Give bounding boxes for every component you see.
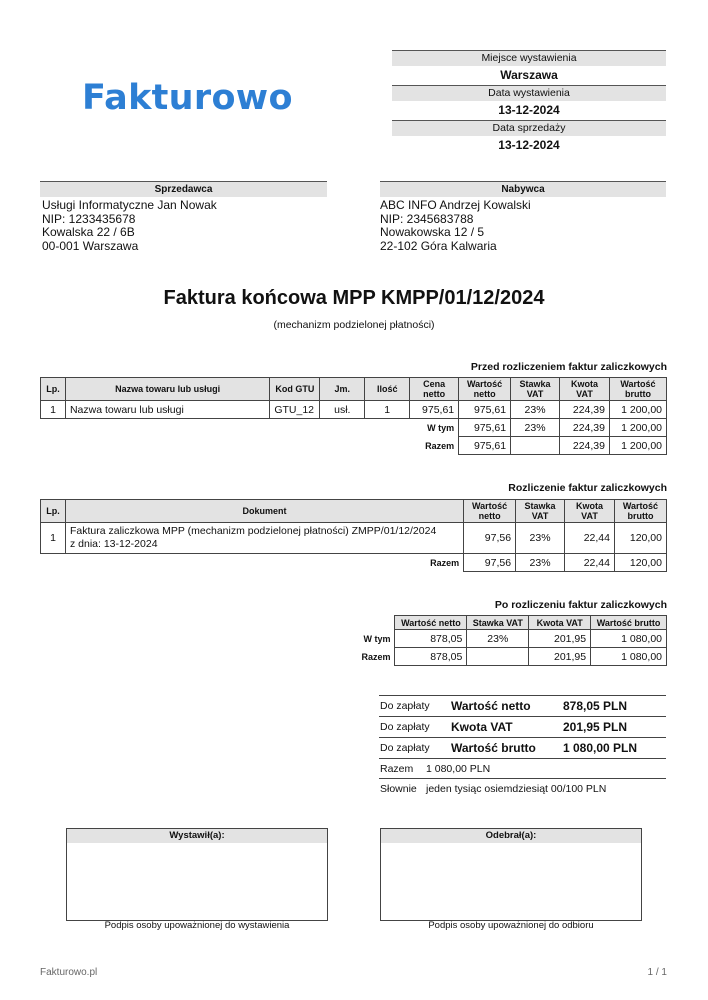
cell-vat: 224,39 [560,437,610,455]
section-title-after: Po rozliczeniu faktur zaliczkowych [494,599,667,611]
buyer-block [380,181,666,253]
cell-vat-rate: 23% [516,523,565,554]
after-table [355,615,667,666]
receiver-signature-caption: Podpis osoby upoważnionej do odbioru [428,920,594,931]
col-header: Wartość brutto [614,500,666,523]
cell-name: Nazwa towaru lub usługi [65,401,269,419]
cell-gross: 1 200,00 [609,437,666,455]
cell-lp: 1 [41,401,66,419]
summary-brutto-row [379,737,666,758]
issue-place: Warszawa [500,68,558,82]
col-header: Wartość brutto [591,616,667,630]
issue-date-label: Data wystawienia [392,85,666,101]
col-header: Kwota VAT [560,378,610,401]
cell-net: 975,61 [459,437,511,455]
summary-netto-row [379,695,666,716]
col-header: Stawka VAT [516,500,565,523]
receiver-signature-label: Odebrał(a): [381,829,641,843]
col-header: Ilość [365,378,410,401]
col-header: Nazwa towaru lub usługi [65,378,269,401]
cell-vat-rate: 23% [511,419,560,437]
cell-vat-rate: 23% [467,630,529,648]
cell-qty: 1 [365,401,410,419]
cell-net: 878,05 [395,648,467,666]
col-header: Wartość netto [459,378,511,401]
col-header: Jm. [320,378,365,401]
summary-vat-row [379,716,666,737]
issue-place-label: Miejsce wystawienia [392,50,666,66]
brutto-label: Wartość brutto [451,741,536,755]
pay-label: Do zapłaty [380,700,430,712]
vat-amount: 201,95 PLN [563,720,628,734]
cell-vat: 201,95 [529,648,591,666]
seller-label: Sprzedawca [40,181,327,197]
cell-gross: 1 200,00 [609,419,666,437]
cell-vat-rate: 23% [516,554,565,572]
cell-gross: 1 080,00 [591,648,667,666]
col-header: Kod GTU [270,378,320,401]
cell-document [65,523,463,554]
netto-label: Wartość netto [451,699,531,713]
razem-amount: 1 080,00 PLN [426,763,491,775]
col-header: Wartość netto [464,500,516,523]
buyer-line: ABC INFO Andrzej Kowalski [380,198,531,212]
col-header: Kwota VAT [529,616,591,630]
document-date: z dnia: 13-12-2024 [69,538,158,550]
company-logo: Fakturowo [82,78,293,118]
issue-info-box [392,50,666,155]
cell-vat: 22,44 [565,523,615,554]
wtym-row [355,630,667,648]
summary-razem-row [379,758,666,779]
col-header: Stawka VAT [511,378,560,401]
razem-row [41,554,667,572]
pay-label: Do zapłaty [380,742,430,754]
page-number: 1 / 1 [647,967,667,978]
brutto-amount: 1 080,00 PLN [563,741,638,755]
col-header: Lp. [41,500,66,523]
cell-lp: 1 [41,523,66,554]
col-header: Cena netto [410,378,459,401]
cell-vat: 224,39 [560,401,610,419]
wtym-row [41,419,667,437]
cell-net: 975,61 [459,419,511,437]
col-header: Dokument [65,500,463,523]
col-header: Kwota VAT [565,500,615,523]
cell-vat: 22,44 [565,554,615,572]
section-title-before: Przed rozliczeniem faktur zaliczkowych [470,361,667,373]
col-header: Wartość brutto [609,378,666,401]
buyer-line: Nowakowska 12 / 5 [380,225,485,239]
seller-block [40,181,327,253]
table-header-row [355,616,667,630]
invoice-title: Faktura końcowa MPP KMPP/01/12/2024 [163,287,545,309]
wtym-label: W tym [427,422,455,433]
words-label: Słownie [380,783,417,795]
footer-site: Fakturowo.pl [40,967,98,978]
razem-label: Razem [361,651,391,662]
document-line: Faktura zaliczkowa MPP (mechanizm podzielonej płatności) ZMPP/01/12/2024 [69,525,437,537]
table-row [41,523,667,554]
cell-vat-rate [511,437,560,455]
razem-label: Razem [430,557,460,568]
cell-vat: 201,95 [529,630,591,648]
seller-line: Kowalska 22 / 6B [42,225,135,239]
table-header-row [41,378,667,401]
razem-label: Razem [425,440,455,451]
cell-vat-rate [467,648,529,666]
cell-gtu: GTU_12 [270,401,320,419]
amount-in-words: jeden tysiąc osiemdziesiąt 00/100 PLN [426,783,607,795]
sale-date-label: Data sprzedaży [392,120,666,136]
cell-unit: usł. [320,401,365,419]
cell-net: 97,56 [464,554,516,572]
razem-row [355,648,667,666]
razem-row [41,437,667,455]
buyer-line: NIP: 2345683788 [380,211,474,226]
issuer-signature-box [66,828,328,921]
summary-words-row [379,778,666,799]
buyer-line: 22-102 Góra Kalwaria [380,238,497,253]
seller-line: Usługi Informatyczne Jan Nowak [42,198,217,212]
invoice-subtitle: (mechanizm podzielonej płatności) [273,319,435,331]
sale-date: 13-12-2024 [498,138,560,152]
table-header-row [41,500,667,523]
cell-net: 975,61 [459,401,511,419]
razem-label: Razem [380,763,414,775]
table-row [41,401,667,419]
cell-gross: 1 200,00 [609,401,666,419]
cell-price: 975,61 [410,401,459,419]
issue-date: 13-12-2024 [498,103,560,117]
netto-amount: 878,05 PLN [563,699,628,713]
col-header: Lp. [41,378,66,401]
cell-vat: 224,39 [560,419,610,437]
cell-gross: 120,00 [614,554,666,572]
advance-table [40,499,667,572]
buyer-label: Nabywca [380,181,666,197]
col-header: Wartość netto [395,616,467,630]
seller-line: 00-001 Warszawa [42,238,139,253]
pay-label: Do zapłaty [380,721,430,733]
section-title-advance: Rozliczenie faktur zaliczkowych [508,482,667,494]
receiver-signature-box [380,828,642,921]
cell-gross: 120,00 [614,523,666,554]
issuer-signature-caption: Podpis osoby upoważnionej do wystawienia [104,920,290,931]
cell-gross: 1 080,00 [591,630,667,648]
wtym-label: W tym [363,633,391,644]
items-table [40,377,667,455]
issuer-signature-label: Wystawił(a): [67,829,327,843]
cell-net: 878,05 [395,630,467,648]
vat-label: Kwota VAT [451,720,513,734]
col-header: Stawka VAT [467,616,529,630]
cell-vat-rate: 23% [511,401,560,419]
cell-net: 97,56 [464,523,516,554]
seller-line: NIP: 1233435678 [42,211,136,226]
